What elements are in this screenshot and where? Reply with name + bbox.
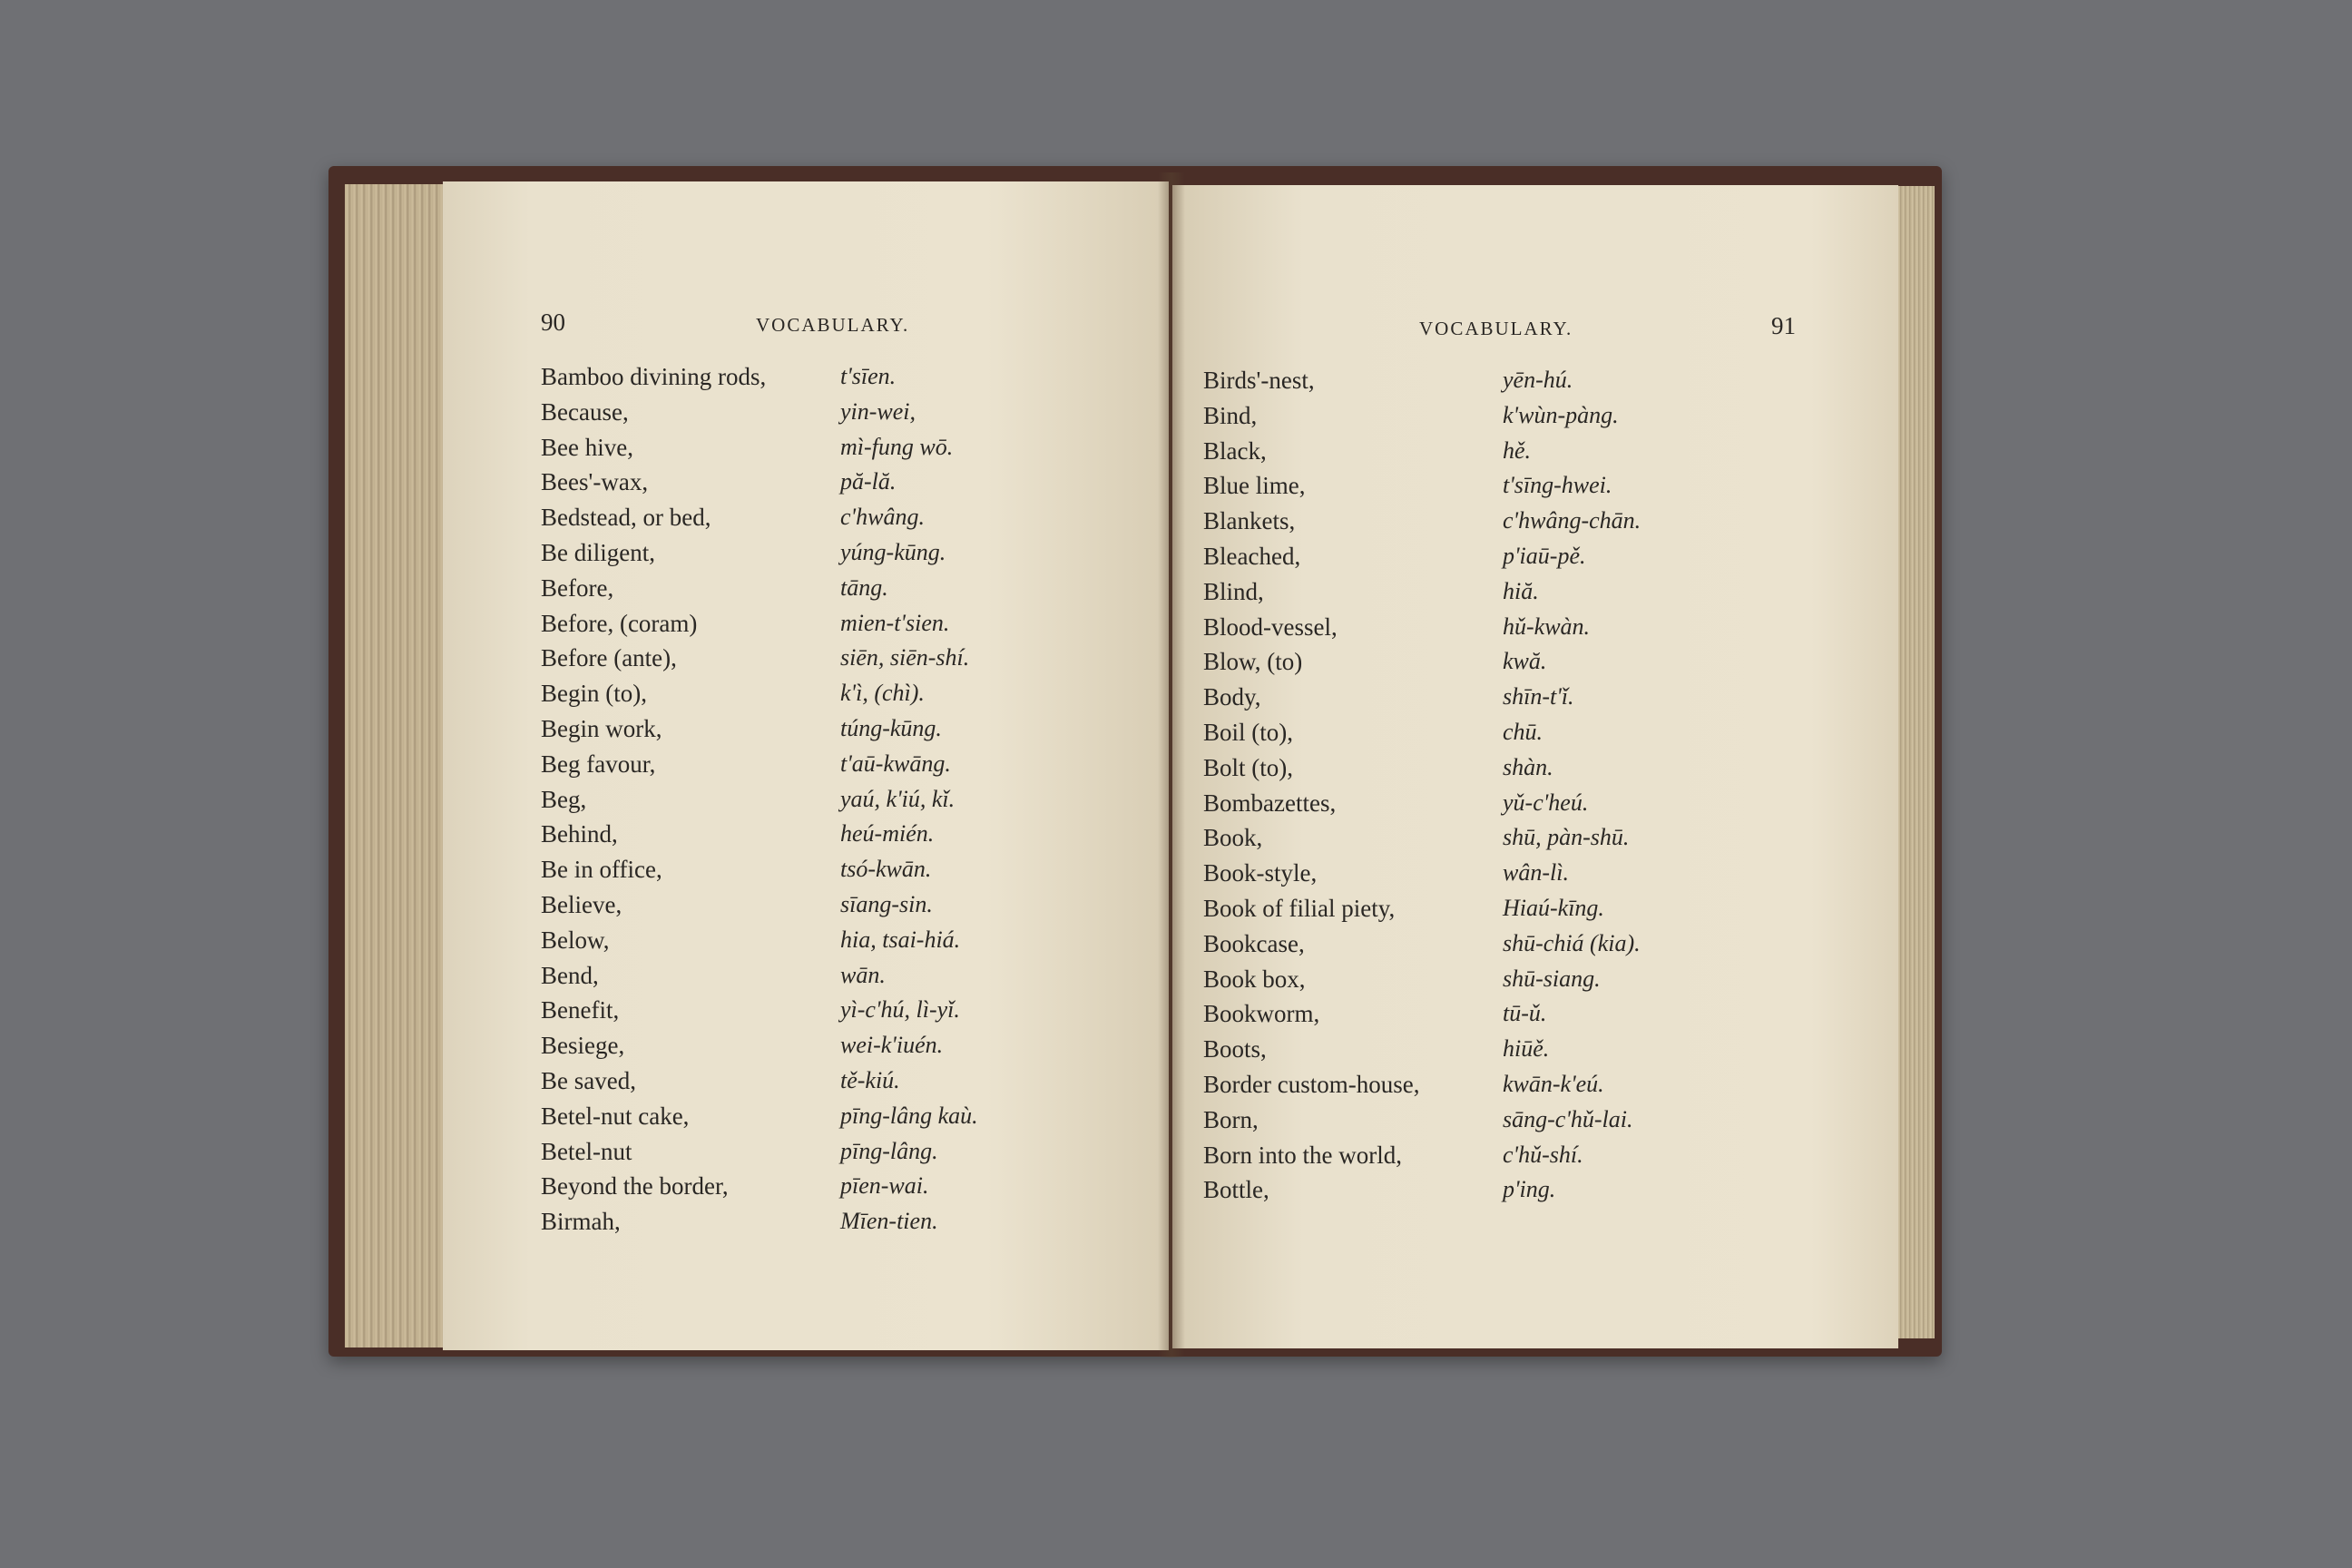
- entry-gloss: hiūě.: [1503, 1035, 1550, 1063]
- entry-term: Bolt (to),: [1203, 753, 1293, 781]
- entry-term: Bombazettes,: [1203, 789, 1337, 817]
- entry-gloss: shàn.: [1503, 753, 1553, 780]
- entry-term: Book-style,: [1203, 859, 1318, 887]
- entry-gloss: tsó-kwān.: [840, 856, 932, 883]
- entry-gloss: wân-lì.: [1503, 859, 1569, 887]
- entry-term: Book of filial piety,: [1203, 894, 1396, 922]
- entry-term: Book,: [1203, 824, 1263, 852]
- entry-gloss: wei-k'iuén.: [840, 1032, 944, 1059]
- entry-gloss: hiă.: [1503, 577, 1539, 604]
- entry-gloss: Hiaú-kīng.: [1503, 894, 1604, 921]
- entry-term: Believe,: [541, 890, 622, 918]
- entry-gloss: tāng.: [840, 573, 888, 601]
- entry-term: Boil (to),: [1203, 718, 1293, 746]
- entry-term: Birmah,: [541, 1208, 621, 1236]
- entry-term: Black,: [1203, 436, 1267, 465]
- entry-gloss: hě.: [1503, 436, 1532, 464]
- entry-gloss: shū, pàn-shū.: [1503, 824, 1630, 851]
- entry-gloss: hia, tsai-hiá.: [840, 926, 961, 953]
- entry-term: Bind,: [1203, 401, 1258, 429]
- entry-gloss: Mīen-tien.: [840, 1208, 938, 1235]
- entry-term: Bookcase,: [1203, 929, 1305, 957]
- entry-gloss: pīng-lâng.: [840, 1137, 938, 1164]
- right-page: [1172, 185, 1898, 1348]
- entry-gloss: pīng-lâng kaù.: [840, 1102, 978, 1129]
- entry-term: Beyond the border,: [541, 1172, 729, 1200]
- entry-term: Betel-nut cake,: [541, 1102, 690, 1130]
- entry-gloss: kwă.: [1503, 648, 1547, 675]
- entry-term: Bee hive,: [541, 433, 633, 461]
- entry-term: Be in office,: [541, 856, 662, 884]
- entry-term: Blood-vessel,: [1203, 612, 1338, 641]
- entry-term: Border custom-house,: [1203, 1070, 1420, 1098]
- entry-term: Bees'-wax,: [541, 468, 649, 496]
- entry-gloss: heú-mién.: [840, 820, 935, 848]
- entry-gloss: shīn-t'ǐ.: [1503, 683, 1574, 710]
- entry-gloss: c'hwâng.: [840, 504, 925, 531]
- entry-gloss: t'sīen.: [840, 363, 897, 389]
- entry-gloss: tū-ǔ.: [1503, 1000, 1547, 1027]
- entry-gloss: kwān-k'eú.: [1503, 1070, 1604, 1097]
- entry-term: Be diligent,: [541, 538, 655, 566]
- entry-gloss: yǔ-c'heú.: [1503, 789, 1589, 816]
- entry-term: Born,: [1203, 1105, 1259, 1133]
- entry-term: Book box,: [1203, 965, 1306, 993]
- entry-gloss: yaú, k'iú, kǐ.: [840, 785, 956, 812]
- entry-gloss: p'ing.: [1503, 1176, 1556, 1203]
- entry-gloss: yēn-hú.: [1503, 367, 1573, 393]
- entry-term: Blind,: [1203, 577, 1264, 605]
- entry-gloss: shū-siang.: [1503, 965, 1601, 992]
- entry-term: Bedstead, or bed,: [541, 504, 711, 532]
- entry-term: Before (ante),: [541, 644, 677, 672]
- entry-gloss: siēn, siēn-shí.: [840, 644, 970, 671]
- entry-term: Below,: [541, 926, 610, 954]
- left-page: [443, 181, 1169, 1350]
- entry-gloss: sīang-sin.: [840, 890, 933, 917]
- entry-gloss: shū-chiá (kia).: [1503, 929, 1641, 956]
- left-running-head: VOCABULARY.: [756, 314, 910, 336]
- entry-gloss: hǔ-kwàn.: [1503, 612, 1591, 640]
- entry-term: Beg,: [541, 785, 587, 813]
- entry-term: Be saved,: [541, 1066, 636, 1094]
- entry-gloss: tě-kiú.: [840, 1066, 900, 1093]
- entry-gloss: k'wùn-pàng.: [1503, 401, 1619, 428]
- entry-gloss: túng-kūng.: [840, 714, 942, 741]
- entry-gloss: k'ì, (chì).: [840, 680, 925, 707]
- left-page-number: 90: [541, 309, 565, 336]
- book-gutter: [1158, 172, 1185, 1357]
- right-page-edges: [1896, 186, 1935, 1338]
- entry-gloss: c'hwâng-chān.: [1503, 507, 1642, 534]
- entry-gloss: yúng-kūng.: [840, 538, 946, 565]
- entry-gloss: sāng-c'hǔ-lai.: [1503, 1105, 1633, 1132]
- entry-term: Before,: [541, 573, 614, 602]
- right-running-head: VOCABULARY.: [1419, 318, 1573, 339]
- entry-term: Before, (coram): [541, 609, 698, 637]
- entry-term: Blankets,: [1203, 507, 1296, 535]
- entry-gloss: yì-c'hú, lì-yǐ.: [840, 996, 960, 1024]
- entry-term: Because,: [541, 397, 629, 426]
- entry-term: Behind,: [541, 820, 618, 848]
- entry-term: Born into the world,: [1203, 1141, 1402, 1169]
- entry-gloss: t'sīng-hwei.: [1503, 472, 1612, 499]
- entry-term: Bamboo divining rods,: [541, 363, 767, 390]
- entry-term: Beg favour,: [541, 750, 656, 778]
- entry-term: Betel-nut: [541, 1137, 632, 1165]
- entry-gloss: p'iaū-pě.: [1503, 542, 1586, 569]
- entry-gloss: t'aū-kwāng.: [840, 750, 951, 777]
- entry-term: Bend,: [541, 961, 599, 989]
- entry-term: Begin work,: [541, 714, 662, 742]
- entry-term: Begin (to),: [541, 680, 647, 708]
- entry-term: Birds'-nest,: [1203, 367, 1315, 394]
- right-page-number: 91: [1771, 312, 1796, 339]
- entry-gloss: pīen-wai.: [840, 1172, 929, 1200]
- entry-gloss: wān.: [840, 961, 886, 988]
- entry-term: Bleached,: [1203, 542, 1301, 570]
- entry-term: Bookworm,: [1203, 1000, 1320, 1028]
- entry-term: Benefit,: [541, 996, 620, 1024]
- entry-gloss: chū.: [1503, 718, 1544, 745]
- entry-term: Bottle,: [1203, 1176, 1269, 1204]
- entry-term: Boots,: [1203, 1035, 1267, 1063]
- entry-term: Blow, (to): [1203, 648, 1303, 676]
- entry-term: Blue lime,: [1203, 472, 1306, 500]
- entry-gloss: mì-fung wō.: [840, 433, 954, 460]
- entry-term: Besiege,: [541, 1032, 625, 1060]
- entry-gloss: c'hǔ-shí.: [1503, 1141, 1583, 1168]
- entry-term: Body,: [1203, 683, 1261, 711]
- entry-gloss: pă-lă.: [840, 468, 897, 495]
- left-page-edges: [345, 184, 445, 1348]
- entry-gloss: mien-t'sien.: [840, 609, 950, 636]
- entry-gloss: yin-wei,: [840, 397, 916, 425]
